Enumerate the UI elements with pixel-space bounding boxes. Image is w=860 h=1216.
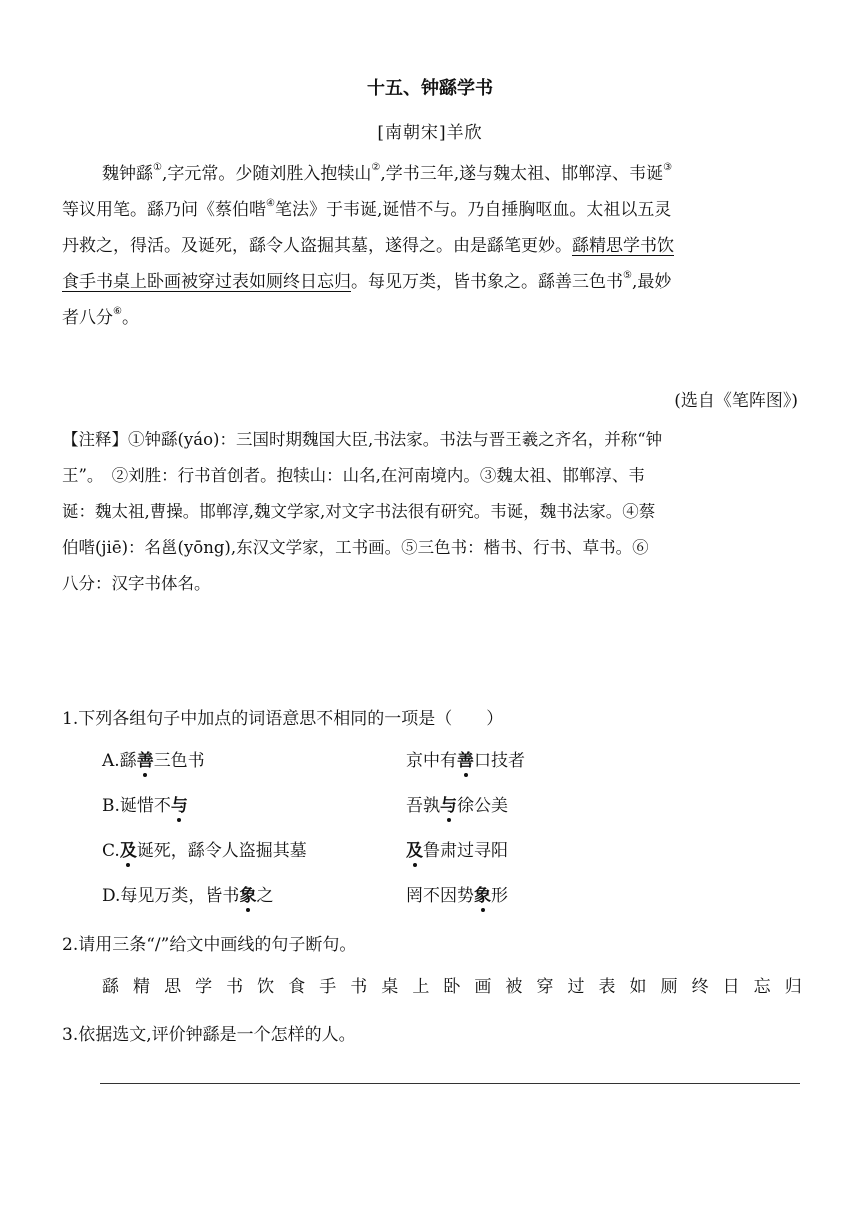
sentence-char: 被 bbox=[505, 977, 523, 997]
passage-line-2: 等议用笔。繇乃问《蔡伯喈④笔法》于韦诞,诞惜不与。乃自捶胸呕血。太祖以五灵 bbox=[62, 198, 672, 220]
option-a-right: 京中有善口技者 bbox=[406, 751, 525, 771]
sentence-char: 归 bbox=[784, 977, 802, 997]
dotted-word: 及 bbox=[406, 841, 423, 861]
sentence-char: 终 bbox=[691, 977, 709, 997]
option-b-right: 吾孰与徐公美 bbox=[406, 796, 508, 816]
sentence-char: 精 bbox=[133, 977, 151, 997]
sentence-char: 书 bbox=[226, 977, 244, 997]
dotted-word: 象 bbox=[239, 886, 257, 906]
sentence-to-punctuate[interactable] bbox=[102, 972, 802, 997]
passage-line-5: 者八分⑥。 bbox=[62, 306, 139, 328]
sentence-char: 思 bbox=[164, 977, 182, 997]
footnote-marker: ② bbox=[371, 162, 381, 173]
source-citation: (选自《笔阵图》) bbox=[674, 391, 798, 411]
sentence-char: 学 bbox=[195, 977, 213, 997]
notes-line: 八分：汉字书体名。 bbox=[62, 574, 211, 593]
passage-line-1: 魏钟繇①,字元常。少随刘胜入抱犊山②,学书三年,遂与魏太祖、邯郸淳、韦诞③ bbox=[102, 162, 673, 184]
sentence-char: 表 bbox=[598, 977, 616, 997]
option-d-left[interactable]: D.每见万类，皆书象之 bbox=[102, 886, 274, 906]
underlined-sentence: 食手书桌上卧画被穿过表如厕终日忘归 bbox=[62, 272, 351, 292]
sentence-char: 上 bbox=[412, 977, 430, 997]
passage-line-4: 食手书桌上卧画被穿过表如厕终日忘归。每见万类，皆书象之。繇善三色书⑤,最妙 bbox=[62, 270, 672, 292]
sentence-char: 如 bbox=[629, 977, 647, 997]
question-2: 2.请用三条“/”给文中画线的句子断句。 bbox=[62, 935, 357, 955]
question-3: 3.依据选文,评价钟繇是一个怎样的人。 bbox=[62, 1025, 356, 1045]
dotted-word: 及 bbox=[119, 841, 137, 861]
sentence-char: 穿 bbox=[536, 977, 554, 997]
passage-line-3: 丹救之，得活。及诞死，繇令人盗掘其墓，遂得之。由是繇笔更妙。繇精思学书饮 bbox=[62, 236, 674, 256]
sentence-char: 过 bbox=[567, 977, 585, 997]
question-1: 1.下列各组句子中加点的词语意思不相同的一项是（ ） bbox=[62, 709, 504, 729]
footnote-marker: ① bbox=[153, 162, 162, 173]
answer-line[interactable] bbox=[100, 1083, 800, 1084]
sentence-char: 手 bbox=[319, 977, 337, 997]
footnote-marker: ④ bbox=[266, 198, 275, 209]
option-b-left[interactable]: B.诞惜不与 bbox=[102, 796, 188, 816]
sentence-char: 忘 bbox=[753, 977, 771, 997]
sentence-char: 繇 bbox=[102, 977, 119, 997]
dotted-word: 与 bbox=[440, 796, 457, 816]
notes-line: 【注释】①钟繇(yáo)：三国时期魏国大臣,书法家。书法与晋王羲之齐名，并称“钟 bbox=[62, 430, 663, 449]
footnote-marker: ⑤ bbox=[623, 270, 632, 281]
sentence-char: 食 bbox=[288, 977, 306, 997]
sentence-char: 卧 bbox=[443, 977, 461, 997]
page-title: 十五、钟繇学书 bbox=[367, 78, 493, 99]
dotted-word: 与 bbox=[170, 796, 188, 816]
underlined-sentence: 繇精思学书饮 bbox=[572, 236, 674, 256]
sentence-char: 日 bbox=[722, 977, 740, 997]
sentence-char: 桌 bbox=[381, 977, 399, 997]
sentence-char: 书 bbox=[350, 977, 368, 997]
notes-line: 王”。 ②刘胜：行书首创者。抱犊山：山名,在河南境内。③魏太祖、邯郸淳、韦 bbox=[62, 466, 645, 485]
option-c-right: 及鲁肃过寻阳 bbox=[406, 841, 508, 861]
notes bbox=[62, 422, 802, 602]
passage bbox=[62, 156, 802, 336]
notes-line: 伯喈(jiē)：名邕(yōng),东汉文学家，工书画。⑤三色书：楷书、行书、草书。⑥ bbox=[62, 538, 649, 557]
notes-line: 诞：魏太祖,曹操。邯郸淳,魏文学家,对文字书法很有研究。韦诞，魏书法家。④蔡 bbox=[62, 502, 656, 521]
author-line: [南朝宋]羊欣 bbox=[377, 123, 483, 143]
footnote-marker: ③ bbox=[663, 162, 673, 173]
option-c-left[interactable]: C.及诞死，繇令人盗掘其墓 bbox=[102, 841, 307, 861]
option-a-left[interactable]: A.繇善三色书 bbox=[102, 751, 205, 771]
sentence-char: 厕 bbox=[660, 977, 678, 997]
sentence-char: 画 bbox=[474, 977, 492, 997]
dotted-word: 象 bbox=[474, 886, 491, 906]
dotted-word: 善 bbox=[136, 751, 154, 771]
sentence-char: 饮 bbox=[257, 977, 275, 997]
footnote-marker: ⑥ bbox=[113, 306, 122, 317]
dotted-word: 善 bbox=[457, 751, 474, 771]
option-d-right: 罔不因势象形 bbox=[406, 886, 508, 906]
